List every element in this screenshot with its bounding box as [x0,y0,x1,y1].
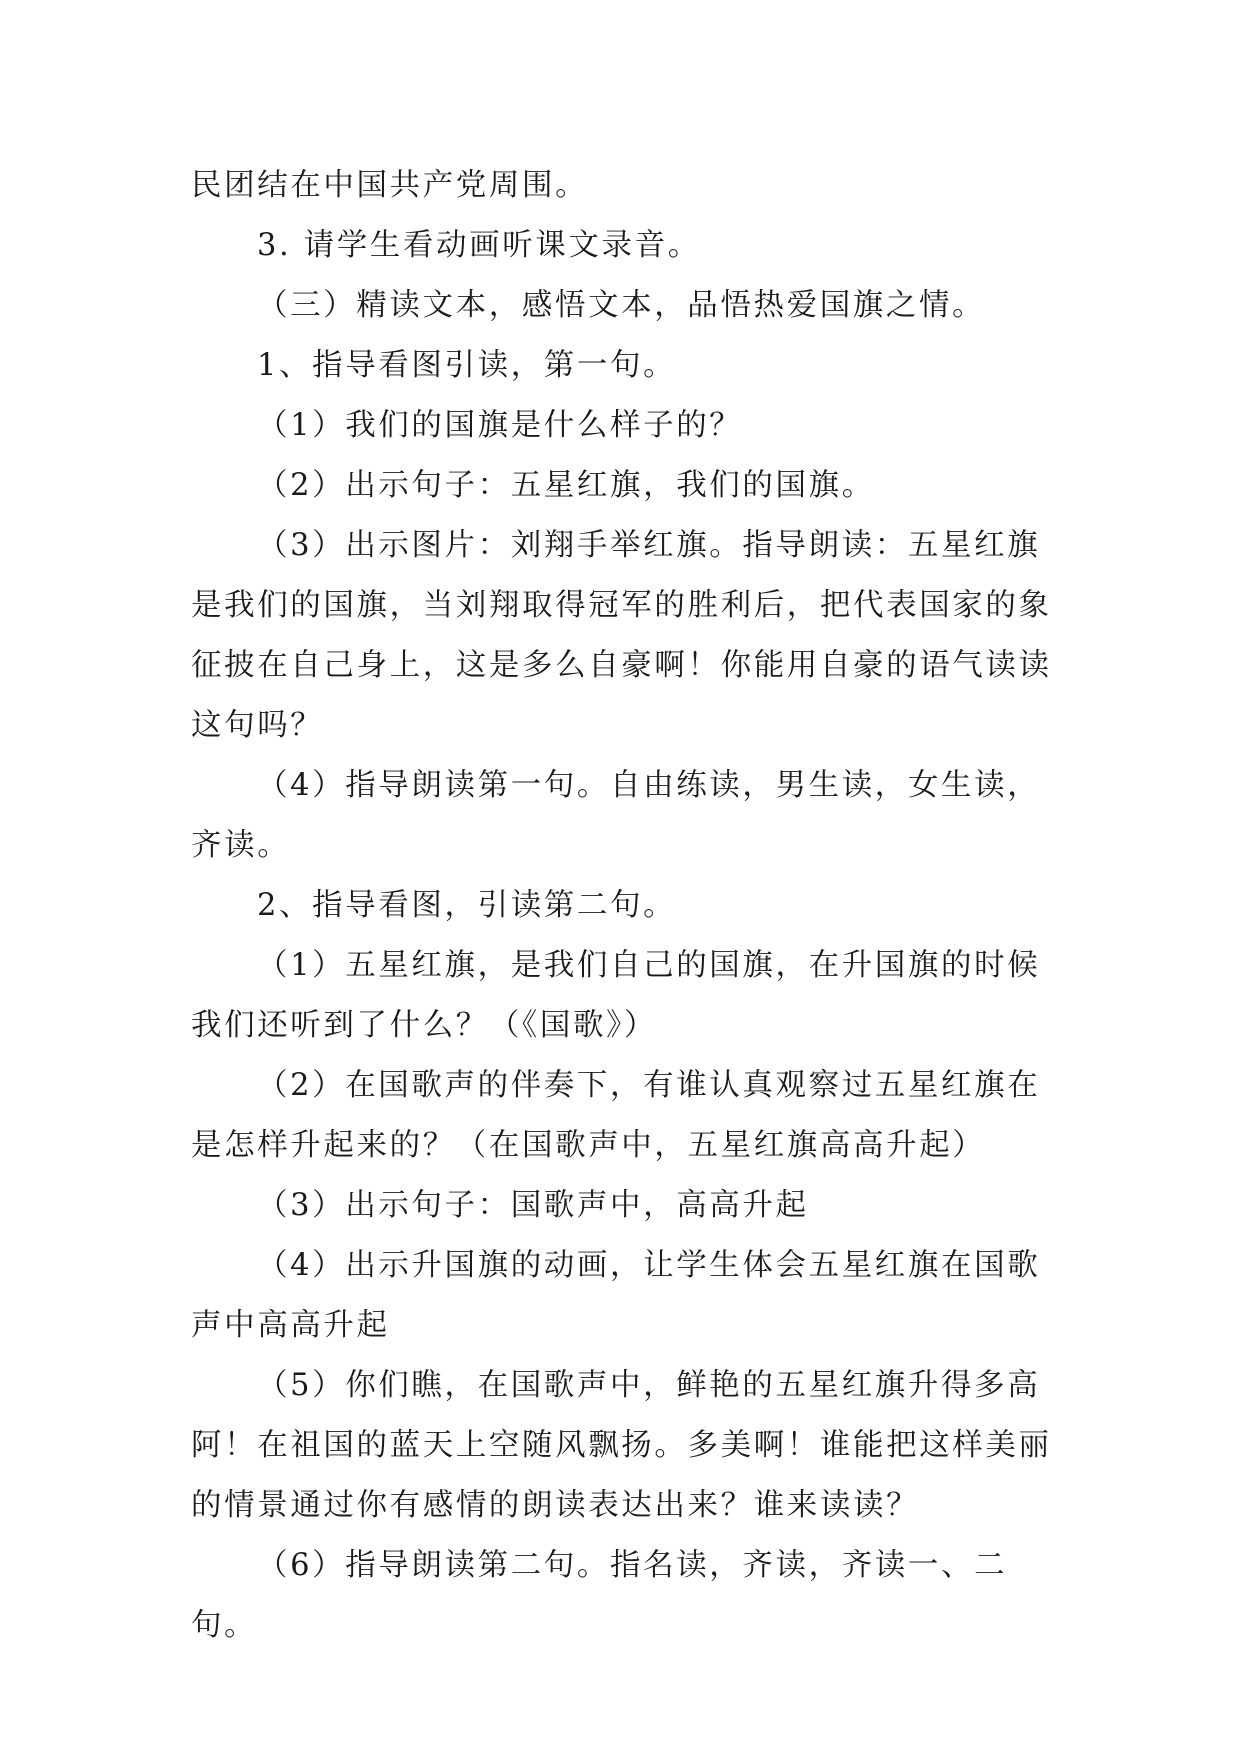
paragraph: 1、指导看图引读，第一句。 [257,348,677,383]
paragraph: （1）五星红旗，是我们自己的国旗，在升国旗的时候我们还听到了什么？（《国歌》） [191,948,1041,1043]
paragraph: 2、指导看图，引读第二句。 [257,888,677,923]
paragraph: （2）在国歌声的伴奏下，有谁认真观察过五星红旗在是怎样升起来的？（在国歌声中，五星红旗高高升起） [191,1068,1041,1163]
paragraph: （2）出示句子：五星红旗，我们的国旗。 [257,468,875,503]
paragraph: （1）我们的国旗是什么样子的？ [257,408,743,443]
paragraph: 民团结在中国共产党周围。 [191,168,589,203]
paragraph: （4）出示升国旗的动画，让学生体会五星红旗在国歌声中高高升起 [191,1248,1041,1343]
section-heading: （三）精读文本，感悟文本，品悟热爱国旗之情。 [257,288,986,323]
document-body [191,156,1071,1656]
paragraph: （4）指导朗读第一句。自由练读，男生读，女生读，齐读。 [191,768,1041,863]
paragraph: （3）出示图片：刘翔手举红旗。指导朗读：五星红旗是我们的国旗，当刘翔取得冠军的胜利后，把代表国家的象征披在自己身上，这是多么自豪啊！你能用自豪的语气读读这句吗？ [191,528,1052,743]
paragraph: 3. 请学生看动画听课文录音。 [257,228,701,263]
paragraph: （3）出示句子：国歌声中，高高升起 [257,1188,809,1223]
paragraph: （6）指导朗读第二句。指名读，齐读，齐读一、二句。 [191,1548,1008,1643]
paragraph: （5）你们瞧，在国歌声中，鲜艳的五星红旗升得多高阿！在祖国的蓝天上空随风飘扬。多美啊！谁能把这样美丽的情景通过你有感情的朗读表达出来？谁来读读？ [191,1368,1052,1523]
